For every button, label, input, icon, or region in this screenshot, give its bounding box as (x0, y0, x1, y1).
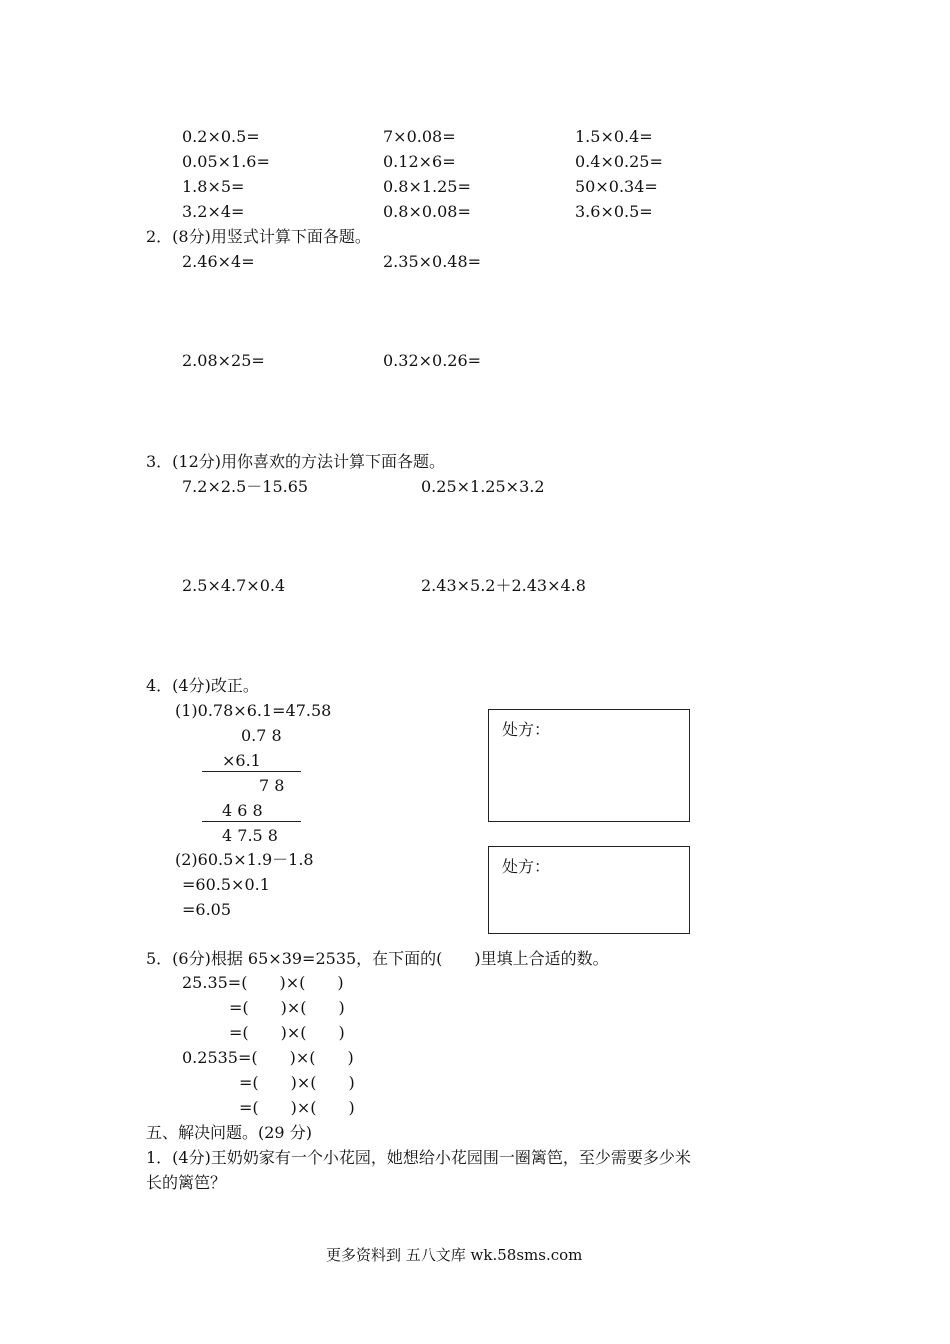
correction-2-line: =60.5×0.1 (182, 875, 270, 894)
vertical-line: ×6.1 (222, 751, 261, 770)
fill-blank-line: =( )×( ) (229, 1023, 345, 1042)
vertical-line: 0.7 8 (241, 726, 282, 745)
calc-item: 0.12×6= (383, 152, 456, 171)
free-calc-item: 2.5×4.7×0.4 (182, 576, 286, 595)
footer-note: 更多资料到 五八文库 wk.58sms.com (326, 1246, 583, 1264)
question-4-heading: 4．(4分)改正。 (146, 676, 259, 695)
answer-box (488, 846, 690, 934)
calc-item: 0.2×0.5= (182, 127, 260, 146)
calc-item: 1.5×0.4= (575, 127, 653, 146)
vertical-calc-item: 2.46×4= (182, 252, 255, 271)
calc-item: 50×0.34= (575, 177, 658, 196)
calc-item: 3.2×4= (182, 202, 245, 221)
answer-box (488, 709, 690, 822)
free-calc-item: 0.25×1.25×3.2 (421, 477, 545, 496)
correction-2-line: =6.05 (182, 900, 232, 919)
problem-1-text: 1．(4分)王奶奶家有一个小花园，她想给小花园围一圈篱笆，至少需要多少米 (146, 1148, 691, 1167)
calc-item: 1.8×5= (182, 177, 245, 196)
calc-item: 0.8×0.08= (383, 202, 471, 221)
calc-item: 7×0.08= (383, 127, 456, 146)
answer-box-label: 处方： (502, 720, 551, 739)
vertical-line: 4 7.5 8 (222, 826, 278, 845)
divider (202, 771, 301, 772)
section-5-heading: 五、解决问题。(29 分) (146, 1123, 312, 1142)
fill-blank-line: =( )×( ) (239, 1098, 355, 1117)
calc-item: 3.6×0.5= (575, 202, 653, 221)
fill-blank-line: 25.35=( )×( ) (182, 973, 344, 992)
question-2-heading: 2．(8分)用竖式计算下面各题。 (146, 227, 371, 246)
calc-item: 0.05×1.6= (182, 152, 270, 171)
free-calc-item: 7.2×2.5－15.65 (182, 477, 309, 496)
fill-blank-line: =( )×( ) (229, 998, 345, 1017)
vertical-calc-item: 2.08×25= (182, 351, 265, 370)
correction-2-line: (2)60.5×1.9－1.8 (175, 850, 314, 869)
question-3-heading: 3．(12分)用你喜欢的方法计算下面各题。 (146, 452, 446, 471)
problem-1-text: 长的篱笆？ (146, 1173, 227, 1192)
calc-item: 0.4×0.25= (575, 152, 663, 171)
fill-blank-line: 0.2535=( )×( ) (182, 1048, 354, 1067)
correction-1-title: (1)0.78×6.1=47.58 (175, 701, 332, 720)
free-calc-item: 2.43×5.2＋2.43×4.8 (421, 576, 586, 595)
vertical-calc-item: 0.32×0.26= (383, 351, 482, 370)
divider (202, 821, 301, 822)
vertical-line: 7 8 (259, 776, 285, 795)
calc-item: 0.8×1.25= (383, 177, 471, 196)
vertical-line: 4 6 8 (222, 801, 263, 820)
vertical-calc-item: 2.35×0.48= (383, 252, 482, 271)
fill-blank-line: =( )×( ) (239, 1073, 355, 1092)
question-5-heading: 5．(6分)根据 65×39=2535，在下面的( )里填上合适的数。 (146, 949, 609, 968)
answer-box-label: 处方： (502, 857, 551, 876)
